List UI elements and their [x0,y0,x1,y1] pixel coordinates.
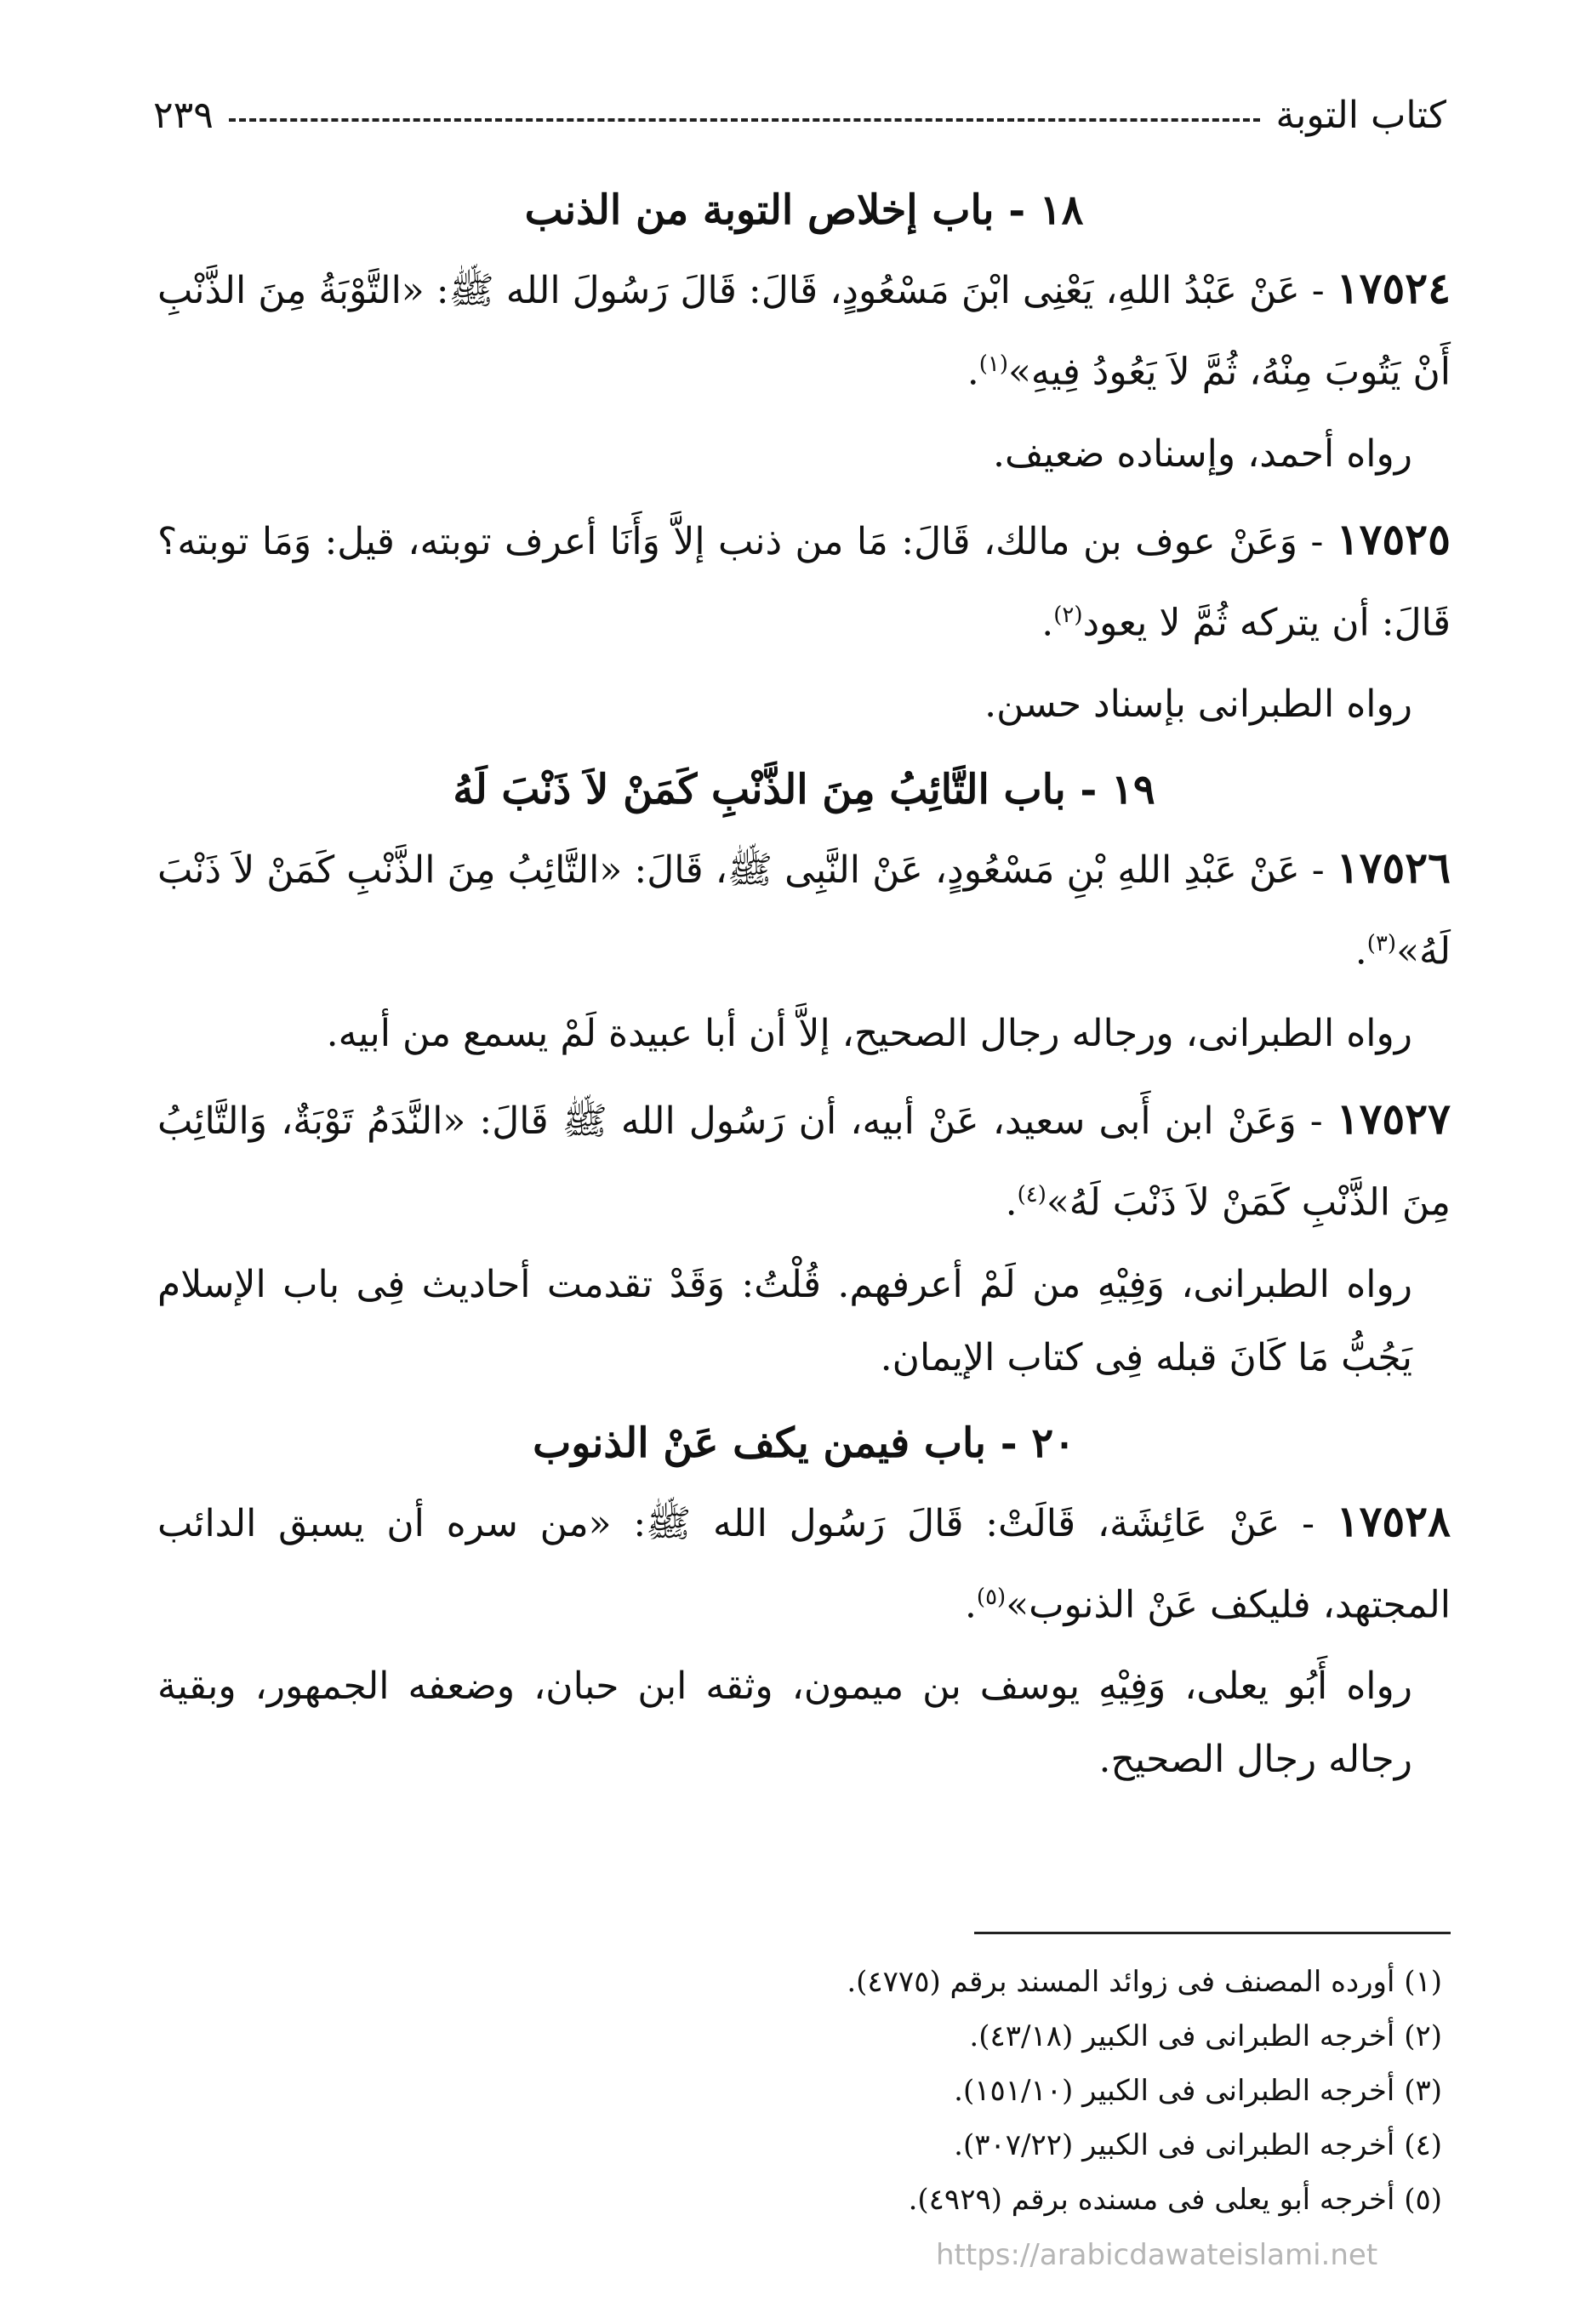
footnote-1: (١) أورده المصنف فى زوائد المسند برقم (٤٧٧٥). [847,1965,1442,1999]
footnote-ref: (٥) [976,1584,1007,1610]
footnote-divider [974,1932,1451,1934]
footnotes [157,1932,1451,2227]
hadith-17524: ١٧٥٢٤ - عَنْ عَبْدُ اللهِ، يَعْنِى ابْنَ مَسْعُودٍ، قَالَ: قَالَ رَسُولَ الله ﷺ: «التَّوْبَةُ مِنَ الذَّنْبِ أَنْ يَتُوبَ مِنْهُ، ثُمَّ لاَ يَعُودُ فِيهِ»$^{(١)}$. [157,263,1451,394]
footnote-ref: (٣) [1366,931,1397,957]
hadith-number: ١٧٥٢٦ [1336,842,1451,894]
hadith-17526: ١٧٥٢٦ - عَنْ عَبْدِ اللهِ بْنِ مَسْعُودٍ، عَنْ النَّبِى ﷺ، قَالَ: «التَّائِبُ مِنَ الذَّنْبِ كَمَنْ لاَ ذَنْبَ لَهُ»$^{(٣)}$. [157,842,1451,974]
footnote-ref: (٤) [1017,1181,1046,1208]
chapter-heading-20: ٢٠ - باب فيمن يكف عَنْ الذنوب [533,1419,1075,1467]
footnote-5: (٥) أخرجه أبو يعلى فى مسنده برقم (٤٩٢٩). [908,2183,1442,2217]
hadith-number: ١٧٥٢٧ [1336,1093,1451,1144]
grading-17525: رواه الطبرانى بإسناد حسن. [984,682,1412,727]
hadith-text: - عَنْ عَبْدِ اللهِ بْنِ مَسْعُودٍ، عَنْ النَّبِى ﷺ، قَالَ: «التَّائِبُ مِنَ الذَّنْبِ كَمَنْ لاَ ذَنْبَ لَهُ» [157,848,1451,974]
page-number: ٢٣٩ [153,93,214,137]
hadith-number: ١٧٥٢٨ [1336,1495,1451,1546]
hadith-number: ١٧٥٢٥ [1336,513,1451,564]
book-title: كتاب التوبة [1275,93,1446,137]
footnote-ref: (١) [978,351,1008,377]
hadith-number: ١٧٥٢٤ [1336,263,1451,313]
body-text [157,170,1451,1808]
grading-17527: رواه الطبرانى، وَفِيْهِ من لَمْ أعرفهم. قُلْتُ: وَقَدْ تقدمت أحاديث فِى باب الإسلام يَجُبُّ مَا كَانَ قبله فِى كتاب الإيمان. [157,1262,1412,1379]
hadith-text: - وَعَنْ ابن أَبى سعيد، عَنْ أبيه، أن رَسُول الله ﷺ قَالَ: «النَّدَمُ تَوْبَةٌ، وَالتَّائِبُ مِنَ الذَّنْبِ كَمَنْ لاَ ذَنْبَ لَهُ» [157,1099,1451,1225]
hadith-17528: ١٧٥٢٨ - عَنْ عَائِشَة، قَالَتْ: قَالَ رَسُول الله ﷺ: «من سره أن يسبق الدائب المجتهد، فليكف عَنْ الذنوب»$^{(٥)}$. [157,1495,1451,1627]
grading-17526: رواه الطبرانى، ورجاله رجال الصحيح، إلاَّ أن أبا عبيدة لَمْ يسمع من أبيه. [326,1011,1412,1055]
hadith-17527: ١٧٥٢٧ - وَعَنْ ابن أَبى سعيد، عَنْ أبيه، أن رَسُول الله ﷺ قَالَ: «النَّدَمُ تَوْبَةٌ، وَالتَّائِبُ مِنَ الذَّنْبِ كَمَنْ لاَ ذَنْبَ لَهُ»$^{(٤)}$. [157,1093,1451,1225]
grading-17524: رواه أحمد، وإسناده ضعيف. [993,431,1412,476]
header-dashed-rule [229,118,1261,122]
chapter-heading-19: ١٩ - باب التَّائِبُ مِنَ الذَّنْبِ كَمَنْ لاَ ذَنْبَ لَهُ [453,766,1155,814]
watermark: https://arabicdawateislami.net [936,2238,1378,2272]
running-header [153,85,1446,145]
hadith-text: - عَنْ عَائِشَة، قَالَتْ: قَالَ رَسُول الله ﷺ: «من سره أن يسبق الدائب المجتهد، فليكف عَنْ الذنوب» [157,1501,1451,1627]
hadith-text: - وَعَنْ عوف بن مالك، قَالَ: مَا من ذنب إلاَّ وَأَنَا أعرف توبته، قيل: وَمَا توبته؟ قَالَ: أن يتركه ثُمَّ لا يعود [157,519,1451,645]
hadith-17525: ١٧٥٢٥ - وَعَنْ عوف بن مالك، قَالَ: مَا من ذنب إلاَّ وَأَنَا أعرف توبته، قيل: وَمَا توبته؟ قَالَ: أن يتركه ثُمَّ لا يعود$^{(٢)}$. [157,513,1451,645]
footnote-2: (٢) أخرجه الطبرانى فى الكبير (٤٣/١٨). [969,2019,1442,2053]
chapter-heading-18: ١٨ - باب إخلاص التوبة من الذنب [524,186,1084,234]
footnote-ref: (٢) [1053,602,1083,628]
grading-17528: رواه أَبُو يعلى، وَفِيْهِ يوسف بن ميمون، وثقه ابن حبان، وضعفه الجمهور، وبقية رجاله رجال الصحيح. [157,1664,1412,1782]
footnote-3: (٣) أخرجه الطبرانى فى الكبير (١٥١/١٠). [954,2074,1442,2108]
hadith-text: - عَنْ عَبْدُ اللهِ، يَعْنِى ابْنَ مَسْعُودٍ، قَالَ: قَالَ رَسُولَ الله ﷺ: «التَّوْبَةُ مِنَ الذَّنْبِ أَنْ يَتُوبَ مِنْهُ، ثُمَّ لاَ يَعُودُ فِيهِ» [157,269,1451,394]
footnote-4: (٤) أخرجه الطبرانى فى الكبير (٣٠٧/٢٢). [954,2128,1442,2162]
